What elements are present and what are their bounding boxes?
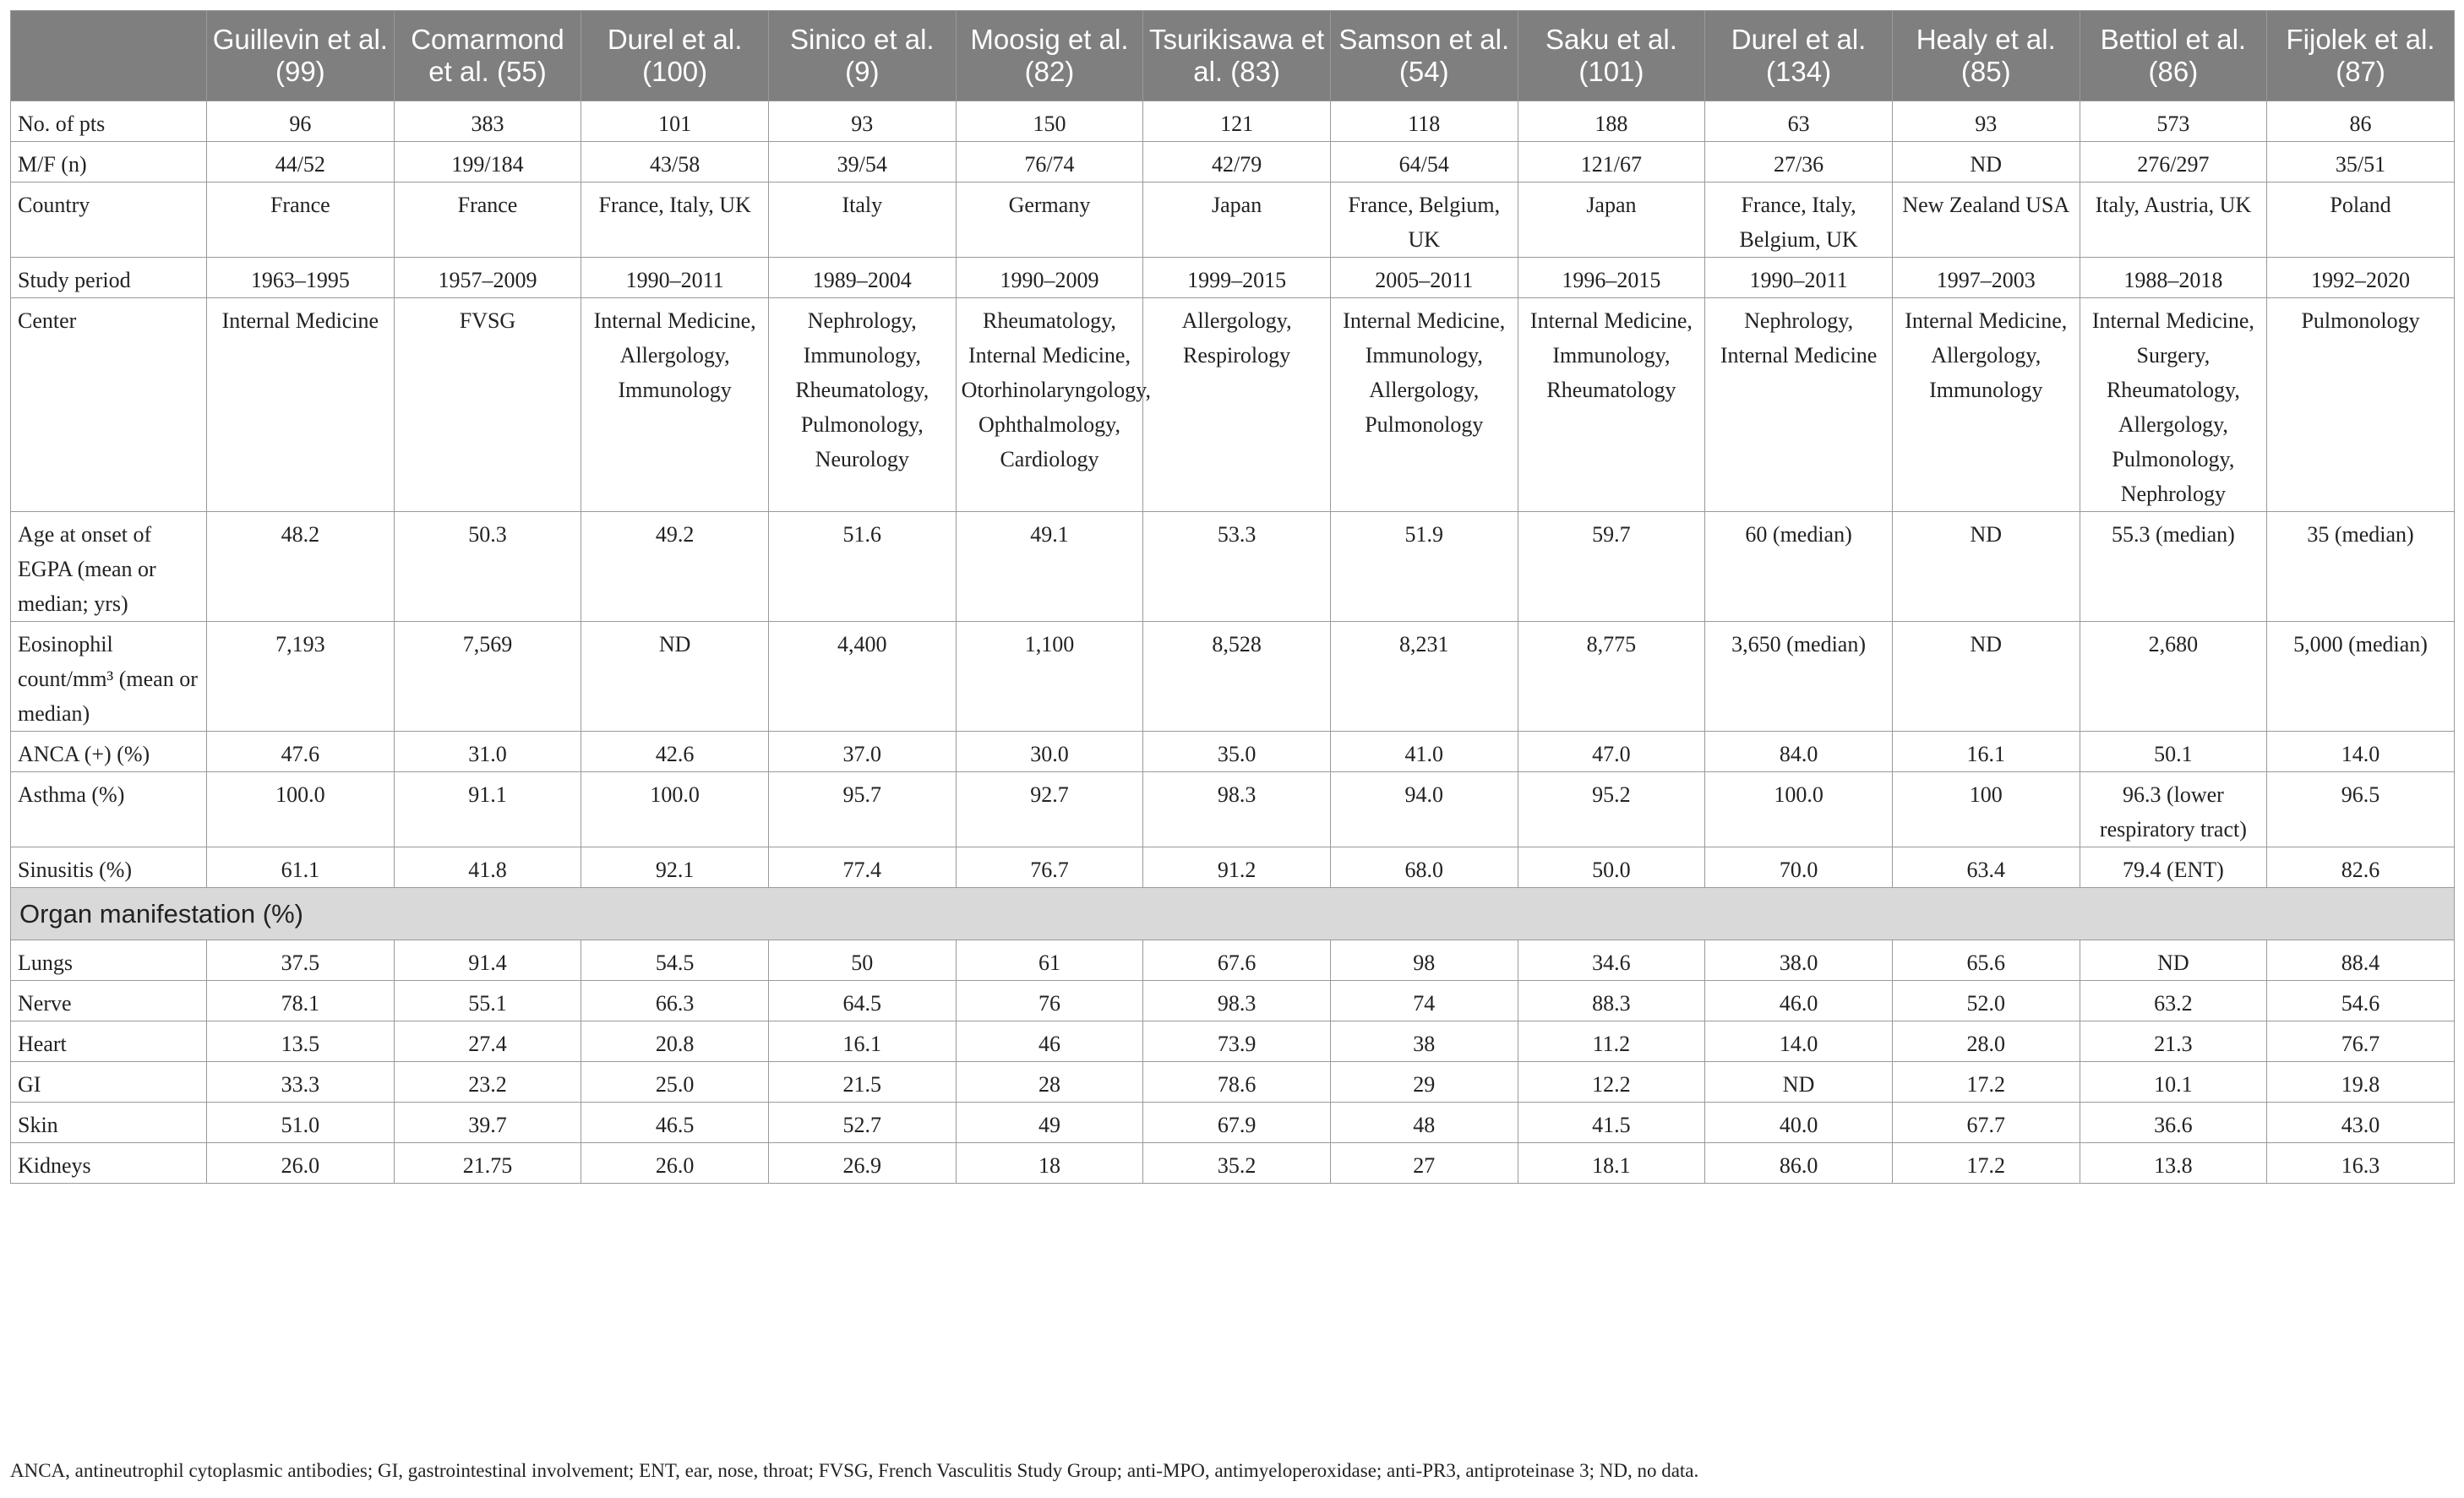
table-cell: 33.3 bbox=[207, 1062, 395, 1103]
table-cell: 79.4 (ENT) bbox=[2080, 847, 2267, 888]
table-footnote: ANCA, antineutrophil cytoplasmic antibodies; GI, gastrointestinal involvement; ENT, ear, nose, throat; FVSG, French Vasculitis Study Group; anti-MPO, antimyeloperoxidase; anti-PR3, antiproteinase 3; ND, no data. bbox=[10, 1460, 1699, 1481]
table-cell: 98.3 bbox=[1143, 981, 1331, 1021]
column-header: Durel et al. (134) bbox=[1705, 11, 1893, 101]
table-cell: 92.7 bbox=[956, 772, 1143, 847]
table-cell: 43.0 bbox=[2267, 1103, 2455, 1143]
row-label: Lungs bbox=[11, 940, 207, 981]
table-cell: 44/52 bbox=[207, 142, 395, 182]
table-cell: Germany bbox=[956, 182, 1143, 258]
table-cell: Internal Medicine bbox=[207, 298, 395, 512]
row-label: Sinusitis (%) bbox=[11, 847, 207, 888]
table-cell: 8,528 bbox=[1143, 622, 1331, 732]
table-cell: 38.0 bbox=[1705, 940, 1893, 981]
table-cell: 3,650 (median) bbox=[1705, 622, 1893, 732]
table-cell: 48 bbox=[1330, 1103, 1518, 1143]
column-header: Fijolek et al. (87) bbox=[2267, 11, 2455, 101]
table-cell: 26.0 bbox=[207, 1143, 395, 1184]
table-cell: 52.7 bbox=[768, 1103, 956, 1143]
table-cell: 67.6 bbox=[1143, 940, 1331, 981]
table-cell: 1988–2018 bbox=[2080, 258, 2267, 298]
row-label: Kidneys bbox=[11, 1143, 207, 1184]
table-cell: 1996–2015 bbox=[1518, 258, 1705, 298]
table-row bbox=[11, 258, 2455, 298]
table-cell: 93 bbox=[768, 101, 956, 142]
table-cell: Allergology, Respirology bbox=[1143, 298, 1331, 512]
column-header: Healy et al. (85) bbox=[1892, 11, 2080, 101]
row-label: ANCA (+) (%) bbox=[11, 732, 207, 772]
table-cell: 1,100 bbox=[956, 622, 1143, 732]
column-header: Comarmond et al. (55) bbox=[394, 11, 581, 101]
table-cell: 276/297 bbox=[2080, 142, 2267, 182]
column-header: Sinico et al. (9) bbox=[768, 11, 956, 101]
table-cell: 118 bbox=[1330, 101, 1518, 142]
table-cell: 82.6 bbox=[2267, 847, 2455, 888]
row-label: Study period bbox=[11, 258, 207, 298]
row-label: Country bbox=[11, 182, 207, 258]
row-label: Eosinophil count/mm³ (mean or median) bbox=[11, 622, 207, 732]
table-cell: 14.0 bbox=[1705, 1021, 1893, 1062]
table-cell: 21.75 bbox=[394, 1143, 581, 1184]
table-cell: 42.6 bbox=[581, 732, 769, 772]
table-cell: 94.0 bbox=[1330, 772, 1518, 847]
row-label: Center bbox=[11, 298, 207, 512]
table-container bbox=[10, 10, 2454, 1184]
table-cell: 91.2 bbox=[1143, 847, 1331, 888]
table-cell: 35 (median) bbox=[2267, 512, 2455, 622]
egpa-studies-table bbox=[10, 10, 2455, 1184]
table-cell: 35.0 bbox=[1143, 732, 1331, 772]
column-header: Tsurikisawa et al. (83) bbox=[1143, 11, 1331, 101]
table-cell: 39/54 bbox=[768, 142, 956, 182]
table-cell: FVSG bbox=[394, 298, 581, 512]
table-cell: 35.2 bbox=[1143, 1143, 1331, 1184]
table-row bbox=[11, 101, 2455, 142]
table-cell: ND bbox=[1892, 622, 2080, 732]
table-cell: 37.0 bbox=[768, 732, 956, 772]
table-cell: 51.6 bbox=[768, 512, 956, 622]
table-cell: 19.8 bbox=[2267, 1062, 2455, 1103]
table-cell: 64.5 bbox=[768, 981, 956, 1021]
table-cell: 76.7 bbox=[956, 847, 1143, 888]
table-cell: 11.2 bbox=[1518, 1021, 1705, 1062]
table-cell: France bbox=[394, 182, 581, 258]
table-cell: 53.3 bbox=[1143, 512, 1331, 622]
table-cell: Japan bbox=[1518, 182, 1705, 258]
table-cell: 21.5 bbox=[768, 1062, 956, 1103]
row-label: Age at onset of EGPA (mean or median; yrs) bbox=[11, 512, 207, 622]
table-cell: Internal Medicine, Surgery, Rheumatology, Allergology, Pulmonology, Nephrology bbox=[2080, 298, 2267, 512]
table-cell: 96 bbox=[207, 101, 395, 142]
table-cell: 1963–1995 bbox=[207, 258, 395, 298]
row-label: GI bbox=[11, 1062, 207, 1103]
column-header: Moosig et al. (82) bbox=[956, 11, 1143, 101]
row-label: Asthma (%) bbox=[11, 772, 207, 847]
table-cell: 50.1 bbox=[2080, 732, 2267, 772]
table-cell: ND bbox=[2080, 940, 2267, 981]
table-cell: ND bbox=[1892, 512, 2080, 622]
table-cell: 46 bbox=[956, 1021, 1143, 1062]
table-cell: Internal Medicine, Allergology, Immunology bbox=[1892, 298, 2080, 512]
table-row bbox=[11, 512, 2455, 622]
table-cell: 64/54 bbox=[1330, 142, 1518, 182]
table-cell: 27.4 bbox=[394, 1021, 581, 1062]
table-row bbox=[11, 1062, 2455, 1103]
table-cell: 55.1 bbox=[394, 981, 581, 1021]
table-cell: 60 (median) bbox=[1705, 512, 1893, 622]
table-cell: 31.0 bbox=[394, 732, 581, 772]
table-cell: 78.6 bbox=[1143, 1062, 1331, 1103]
table-cell: 51.9 bbox=[1330, 512, 1518, 622]
table-cell: 27/36 bbox=[1705, 142, 1893, 182]
table-cell: 95.2 bbox=[1518, 772, 1705, 847]
table-cell: 35/51 bbox=[2267, 142, 2455, 182]
table-row bbox=[11, 622, 2455, 732]
table-cell: 28.0 bbox=[1892, 1021, 2080, 1062]
table-cell: 14.0 bbox=[2267, 732, 2455, 772]
table-cell: 54.5 bbox=[581, 940, 769, 981]
table-cell: 383 bbox=[394, 101, 581, 142]
table-cell: 66.3 bbox=[581, 981, 769, 1021]
table-cell: France, Belgium, UK bbox=[1330, 182, 1518, 258]
table-cell: France, Italy, UK bbox=[581, 182, 769, 258]
table-cell: 36.6 bbox=[2080, 1103, 2267, 1143]
table-cell: 73.9 bbox=[1143, 1021, 1331, 1062]
table-cell: 95.7 bbox=[768, 772, 956, 847]
table-cell: 54.6 bbox=[2267, 981, 2455, 1021]
row-label: M/F (n) bbox=[11, 142, 207, 182]
table-cell: 93 bbox=[1892, 101, 2080, 142]
table-cell: 59.7 bbox=[1518, 512, 1705, 622]
table-cell: 13.5 bbox=[207, 1021, 395, 1062]
table-cell: 96.5 bbox=[2267, 772, 2455, 847]
table-cell: 43/58 bbox=[581, 142, 769, 182]
table-cell: 100 bbox=[1892, 772, 2080, 847]
table-cell: Internal Medicine, Allergology, Immunology bbox=[581, 298, 769, 512]
table-cell: ND bbox=[1705, 1062, 1893, 1103]
table-cell: 18 bbox=[956, 1143, 1143, 1184]
row-label: Skin bbox=[11, 1103, 207, 1143]
table-cell: 26.9 bbox=[768, 1143, 956, 1184]
table-cell: 7,569 bbox=[394, 622, 581, 732]
table-cell: 17.2 bbox=[1892, 1143, 2080, 1184]
table-cell: 150 bbox=[956, 101, 1143, 142]
table-cell: 21.3 bbox=[2080, 1021, 2267, 1062]
table-cell: 17.2 bbox=[1892, 1062, 2080, 1103]
table-cell: 13.8 bbox=[2080, 1143, 2267, 1184]
table-cell: 48.2 bbox=[207, 512, 395, 622]
table-cell: Italy bbox=[768, 182, 956, 258]
table-cell: 26.0 bbox=[581, 1143, 769, 1184]
table-cell: 63.2 bbox=[2080, 981, 2267, 1021]
table-cell: 77.4 bbox=[768, 847, 956, 888]
table-cell: 49.2 bbox=[581, 512, 769, 622]
table-cell: 10.1 bbox=[2080, 1062, 2267, 1103]
table-cell: 88.4 bbox=[2267, 940, 2455, 981]
column-header: Guillevin et al. (99) bbox=[207, 11, 395, 101]
table-cell: 38 bbox=[1330, 1021, 1518, 1062]
table-cell: 46.5 bbox=[581, 1103, 769, 1143]
table-cell: 188 bbox=[1518, 101, 1705, 142]
table-row bbox=[11, 981, 2455, 1021]
table-cell: New Zealand USA bbox=[1892, 182, 2080, 258]
table-cell: 121 bbox=[1143, 101, 1331, 142]
table-cell: 51.0 bbox=[207, 1103, 395, 1143]
table-cell: 86 bbox=[2267, 101, 2455, 142]
table-cell: Pulmonology bbox=[2267, 298, 2455, 512]
table-cell: 78.1 bbox=[207, 981, 395, 1021]
table-cell: 8,231 bbox=[1330, 622, 1518, 732]
table-cell: 40.0 bbox=[1705, 1103, 1893, 1143]
table-cell: 1989–2004 bbox=[768, 258, 956, 298]
table-cell: 68.0 bbox=[1330, 847, 1518, 888]
table-cell: France, Italy, Belgium, UK bbox=[1705, 182, 1893, 258]
header-corner-cell bbox=[11, 11, 207, 101]
table-cell: 16.1 bbox=[768, 1021, 956, 1062]
table-cell: 16.3 bbox=[2267, 1143, 2455, 1184]
table-row bbox=[11, 1103, 2455, 1143]
table-cell: 49 bbox=[956, 1103, 1143, 1143]
table-cell: 100.0 bbox=[207, 772, 395, 847]
table-cell: 2005–2011 bbox=[1330, 258, 1518, 298]
table-cell: 1992–2020 bbox=[2267, 258, 2455, 298]
table-cell: Italy, Austria, UK bbox=[2080, 182, 2267, 258]
table-cell: 4,400 bbox=[768, 622, 956, 732]
table-row bbox=[11, 1021, 2455, 1062]
table-cell: 63.4 bbox=[1892, 847, 2080, 888]
table-cell: 76.7 bbox=[2267, 1021, 2455, 1062]
table-cell: 47.6 bbox=[207, 732, 395, 772]
section-title: Organ manifestation (%) bbox=[11, 888, 2455, 940]
table-cell: 46.0 bbox=[1705, 981, 1893, 1021]
table-cell: Nephrology, Internal Medicine bbox=[1705, 298, 1893, 512]
table-cell: 7,193 bbox=[207, 622, 395, 732]
table-row bbox=[11, 1143, 2455, 1184]
table-cell: 29 bbox=[1330, 1062, 1518, 1103]
table-cell: 8,775 bbox=[1518, 622, 1705, 732]
table-cell: 28 bbox=[956, 1062, 1143, 1103]
row-label: Heart bbox=[11, 1021, 207, 1062]
table-cell: 199/184 bbox=[394, 142, 581, 182]
table-cell: 41.0 bbox=[1330, 732, 1518, 772]
table-cell: 30.0 bbox=[956, 732, 1143, 772]
table-cell: 1957–2009 bbox=[394, 258, 581, 298]
column-header: Bettiol et al. (86) bbox=[2080, 11, 2267, 101]
table-cell: Internal Medicine, Immunology, Allergology, Pulmonology bbox=[1330, 298, 1518, 512]
table-cell: 76/74 bbox=[956, 142, 1143, 182]
table-cell: 47.0 bbox=[1518, 732, 1705, 772]
table-cell: 61.1 bbox=[207, 847, 395, 888]
table-cell: 1990–2009 bbox=[956, 258, 1143, 298]
table-cell: 1999–2015 bbox=[1143, 258, 1331, 298]
table-cell: 1990–2011 bbox=[1705, 258, 1893, 298]
row-label: Nerve bbox=[11, 981, 207, 1021]
table-cell: 573 bbox=[2080, 101, 2267, 142]
table-cell: 27 bbox=[1330, 1143, 1518, 1184]
table-cell: Rheumatology, Internal Medicine, Otorhinolaryngology, Ophthalmology, Cardiology bbox=[956, 298, 1143, 512]
table-cell: 92.1 bbox=[581, 847, 769, 888]
table-cell: 16.1 bbox=[1892, 732, 2080, 772]
table-cell: 39.7 bbox=[394, 1103, 581, 1143]
table-row bbox=[11, 772, 2455, 847]
table-cell: ND bbox=[581, 622, 769, 732]
table-cell: 100.0 bbox=[581, 772, 769, 847]
table-cell: 55.3 (median) bbox=[2080, 512, 2267, 622]
table-cell: 61 bbox=[956, 940, 1143, 981]
table-cell: 91.4 bbox=[394, 940, 581, 981]
table-cell: 1990–2011 bbox=[581, 258, 769, 298]
table-cell: 63 bbox=[1705, 101, 1893, 142]
table-cell: France bbox=[207, 182, 395, 258]
table-cell: 70.0 bbox=[1705, 847, 1893, 888]
header-row bbox=[11, 11, 2455, 101]
table-cell: 41.8 bbox=[394, 847, 581, 888]
table-cell: 50.3 bbox=[394, 512, 581, 622]
table-cell: 37.5 bbox=[207, 940, 395, 981]
table-cell: 2,680 bbox=[2080, 622, 2267, 732]
table-body bbox=[11, 101, 2455, 1184]
table-cell: 74 bbox=[1330, 981, 1518, 1021]
table-cell: Poland bbox=[2267, 182, 2455, 258]
table-cell: 98 bbox=[1330, 940, 1518, 981]
table-cell: 34.6 bbox=[1518, 940, 1705, 981]
table-cell: 100.0 bbox=[1705, 772, 1893, 847]
table-cell: Internal Medicine, Immunology, Rheumatology bbox=[1518, 298, 1705, 512]
table-cell: 50.0 bbox=[1518, 847, 1705, 888]
table-cell: 67.7 bbox=[1892, 1103, 2080, 1143]
table-cell: 42/79 bbox=[1143, 142, 1331, 182]
table-cell: 23.2 bbox=[394, 1062, 581, 1103]
table-row bbox=[11, 732, 2455, 772]
table-cell: 96.3 (lower respiratory tract) bbox=[2080, 772, 2267, 847]
table-cell: 98.3 bbox=[1143, 772, 1331, 847]
table-cell: 86.0 bbox=[1705, 1143, 1893, 1184]
table-cell: 65.6 bbox=[1892, 940, 2080, 981]
table-cell: 101 bbox=[581, 101, 769, 142]
table-cell: ND bbox=[1892, 142, 2080, 182]
table-row bbox=[11, 847, 2455, 888]
table-row bbox=[11, 940, 2455, 981]
column-header: Saku et al. (101) bbox=[1518, 11, 1705, 101]
table-cell: 91.1 bbox=[394, 772, 581, 847]
table-cell: 50 bbox=[768, 940, 956, 981]
column-header: Samson et al. (54) bbox=[1330, 11, 1518, 101]
table-cell: 88.3 bbox=[1518, 981, 1705, 1021]
table-cell: 76 bbox=[956, 981, 1143, 1021]
table-row bbox=[11, 142, 2455, 182]
table-cell: 18.1 bbox=[1518, 1143, 1705, 1184]
table-cell: 25.0 bbox=[581, 1062, 769, 1103]
table-cell: 52.0 bbox=[1892, 981, 2080, 1021]
table-cell: 5,000 (median) bbox=[2267, 622, 2455, 732]
table-cell: Nephrology, Immunology, Rheumatology, Pulmonology, Neurology bbox=[768, 298, 956, 512]
section-row bbox=[11, 888, 2455, 940]
table-cell: 121/67 bbox=[1518, 142, 1705, 182]
table-cell: 1997–2003 bbox=[1892, 258, 2080, 298]
column-header: Durel et al. (100) bbox=[581, 11, 769, 101]
table-cell: 20.8 bbox=[581, 1021, 769, 1062]
table-row bbox=[11, 182, 2455, 258]
table-cell: 49.1 bbox=[956, 512, 1143, 622]
table-cell: 67.9 bbox=[1143, 1103, 1331, 1143]
table-cell: Japan bbox=[1143, 182, 1331, 258]
table-cell: 84.0 bbox=[1705, 732, 1893, 772]
table-cell: 41.5 bbox=[1518, 1103, 1705, 1143]
row-label: No. of pts bbox=[11, 101, 207, 142]
table-cell: 12.2 bbox=[1518, 1062, 1705, 1103]
table-row bbox=[11, 298, 2455, 512]
